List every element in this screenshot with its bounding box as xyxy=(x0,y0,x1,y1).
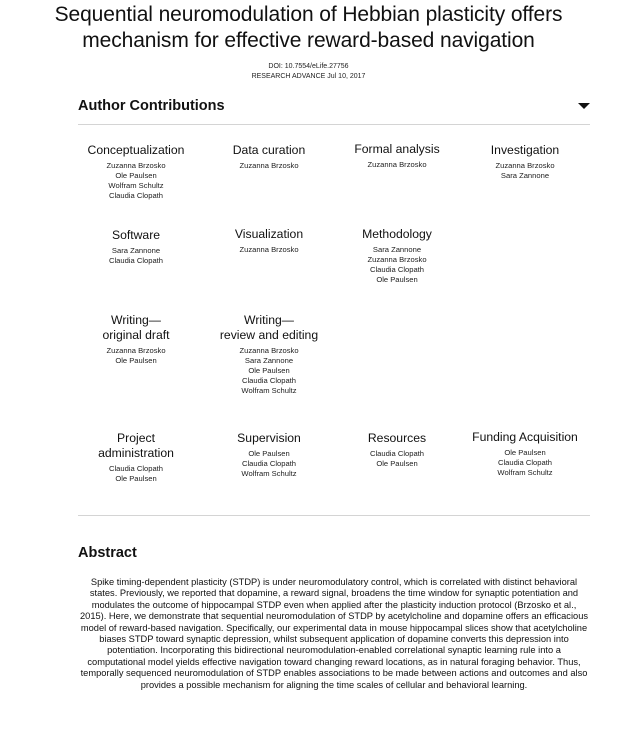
author-contributions-heading: Author Contributions xyxy=(78,98,225,114)
contributor-name: Zuzanna Brzosko xyxy=(367,160,427,169)
role-contributors xyxy=(331,449,463,469)
doi-link[interactable]: DOI: 10.7554/eLife.27756 xyxy=(268,63,349,70)
role-contributors xyxy=(203,161,335,171)
contributor-name: Ole Paulsen xyxy=(115,356,157,365)
role-title xyxy=(203,313,335,343)
role-contributors xyxy=(459,161,591,181)
contributor-name: Claudia Clopath xyxy=(108,191,164,200)
role-title-line: Writing— xyxy=(111,313,161,327)
contributor-name: Zuzanna Brzosko xyxy=(495,161,555,170)
contribution-investigation xyxy=(459,143,591,181)
contributor-name: Claudia Clopath xyxy=(108,256,164,265)
contributor-name: Ole Paulsen xyxy=(115,474,157,483)
contribution-formal-analysis xyxy=(331,142,463,170)
contributor-name: Claudia Clopath xyxy=(108,464,164,473)
section-divider xyxy=(78,124,590,125)
role-title-line: Methodology xyxy=(362,227,432,241)
contributor-name: Sara Zannone xyxy=(500,171,550,180)
contributor-name: Wolfram Schultz xyxy=(241,386,297,395)
article-title-line-1: Sequential neuromodulation of Hebbian plasticity offers xyxy=(54,3,563,26)
role-title-line: review and editing xyxy=(219,328,319,342)
abstract-heading: Abstract xyxy=(78,545,137,561)
role-contributors xyxy=(70,464,202,484)
role-title-line: Investigation xyxy=(490,143,560,157)
contributor-name: Wolfram Schultz xyxy=(108,181,164,190)
contributor-name: Wolfram Schultz xyxy=(241,469,297,478)
role-title-line: Conceptualization xyxy=(87,143,185,157)
role-title-line: Funding Acquisition xyxy=(472,430,578,444)
role-contributors xyxy=(331,245,463,285)
contribution-visualization xyxy=(203,227,335,255)
contributor-name: Claudia Clopath xyxy=(241,376,297,385)
contributor-name: Sara Zannone xyxy=(111,246,161,255)
contributor-name: Zuzanna Brzosko xyxy=(239,346,299,355)
contributor-name: Wolfram Schultz xyxy=(497,468,553,477)
role-title-line: administration xyxy=(98,446,174,460)
role-contributors xyxy=(70,246,202,266)
article-title xyxy=(0,2,617,54)
contributor-name: Claudia Clopath xyxy=(241,459,297,468)
contributor-name: Claudia Clopath xyxy=(497,458,553,467)
role-contributors xyxy=(203,449,335,479)
contributor-name: Zuzanna Brzosko xyxy=(239,161,299,170)
role-title xyxy=(70,431,202,461)
role-title-line: Software xyxy=(111,228,161,242)
contributor-name: Zuzanna Brzosko xyxy=(367,255,427,264)
role-contributors xyxy=(331,160,463,170)
role-title xyxy=(70,313,202,343)
article-type-date: RESEARCH ADVANCE Jul 10, 2017 xyxy=(251,73,366,80)
role-contributors xyxy=(70,346,202,366)
role-contributors xyxy=(203,245,335,255)
role-title xyxy=(331,431,463,446)
role-title xyxy=(459,430,591,445)
role-title-line: Supervision xyxy=(237,431,301,445)
contributor-name: Zuzanna Brzosko xyxy=(239,245,299,254)
contribution-resources xyxy=(331,431,463,469)
contributor-name: Ole Paulsen xyxy=(504,448,546,457)
contributor-name: Zuzanna Brzosko xyxy=(106,161,166,170)
role-title xyxy=(331,142,463,157)
role-contributors xyxy=(459,448,591,478)
contributor-name: Ole Paulsen xyxy=(376,275,418,284)
role-title-line: Project xyxy=(117,431,155,445)
contribution-software xyxy=(70,228,202,266)
contributor-name: Ole Paulsen xyxy=(248,449,290,458)
role-title xyxy=(331,227,463,242)
role-title xyxy=(459,143,591,158)
role-title xyxy=(70,228,202,243)
contributor-name: Claudia Clopath xyxy=(369,265,425,274)
contribution-methodology xyxy=(331,227,463,285)
contributor-name: Zuzanna Brzosko xyxy=(106,346,166,355)
contributor-name: Ole Paulsen xyxy=(248,366,290,375)
role-title-line: Formal analysis xyxy=(354,142,440,156)
role-title-line: Data curation xyxy=(232,143,306,157)
role-contributors xyxy=(203,346,335,396)
contribution-funding-acquisition xyxy=(459,430,591,478)
role-title-line: Visualization xyxy=(234,227,304,241)
contribution-writing-original-draft xyxy=(70,313,202,366)
contribution-supervision xyxy=(203,431,335,479)
contributor-name: Ole Paulsen xyxy=(115,171,157,180)
section-divider xyxy=(78,515,590,516)
role-title xyxy=(203,431,335,446)
contributor-name: Claudia Clopath xyxy=(369,449,425,458)
role-title xyxy=(203,227,335,242)
caret-down-icon[interactable] xyxy=(578,103,590,109)
contributor-name: Sara Zannone xyxy=(244,356,294,365)
contribution-writing-review-editing xyxy=(203,313,335,396)
contributor-name: Sara Zannone xyxy=(372,245,422,254)
role-title xyxy=(70,143,202,158)
role-title-line: Resources xyxy=(367,431,427,445)
role-contributors xyxy=(70,161,202,201)
role-title xyxy=(203,143,335,158)
contributions-grid xyxy=(70,140,600,500)
article-title-line-2: mechanism for effective reward-based navigation xyxy=(82,29,535,52)
contributor-name: Ole Paulsen xyxy=(376,459,418,468)
contribution-data-curation xyxy=(203,143,335,171)
abstract-text: Spike timing-dependent plasticity (STDP) is under neuromodulatory control, which is correlated with distinct behavioral states. Previously, we reported that dopamine, a reward signal, broadens the time window for synaptic potentiation and modulates the outcome of hippocampal STDP even when applied after the plasticity induction protocol (Brzosko et al., 2015). Here, we demonstrate that sequential neuromodulation of STDP by acetylcholine and dopamine offers an efficacious model of reward-based navigation. Specifically, our experimental data in mouse hippocampal slices show that acetylcholine biases STDP toward synaptic depression, whilst subsequent application of dopamine converts this depression into potentiation. Incorporating this bidirectional neuromodulation-enabled correlational synaptic learning rule into a computational model yields effective navigation toward changing reward locations, as in natural foraging behavior. Thus, temporally sequenced neuromodulation of STDP enables associations to be made between actions and outcomes and also provides a possible mechanism for aligning the time scales of cellular and behavioral learning. xyxy=(79,577,589,690)
contribution-project-administration xyxy=(70,431,202,484)
role-title-line: original draft xyxy=(102,328,170,342)
contribution-conceptualization xyxy=(70,143,202,201)
role-title-line: Writing— xyxy=(244,313,294,327)
